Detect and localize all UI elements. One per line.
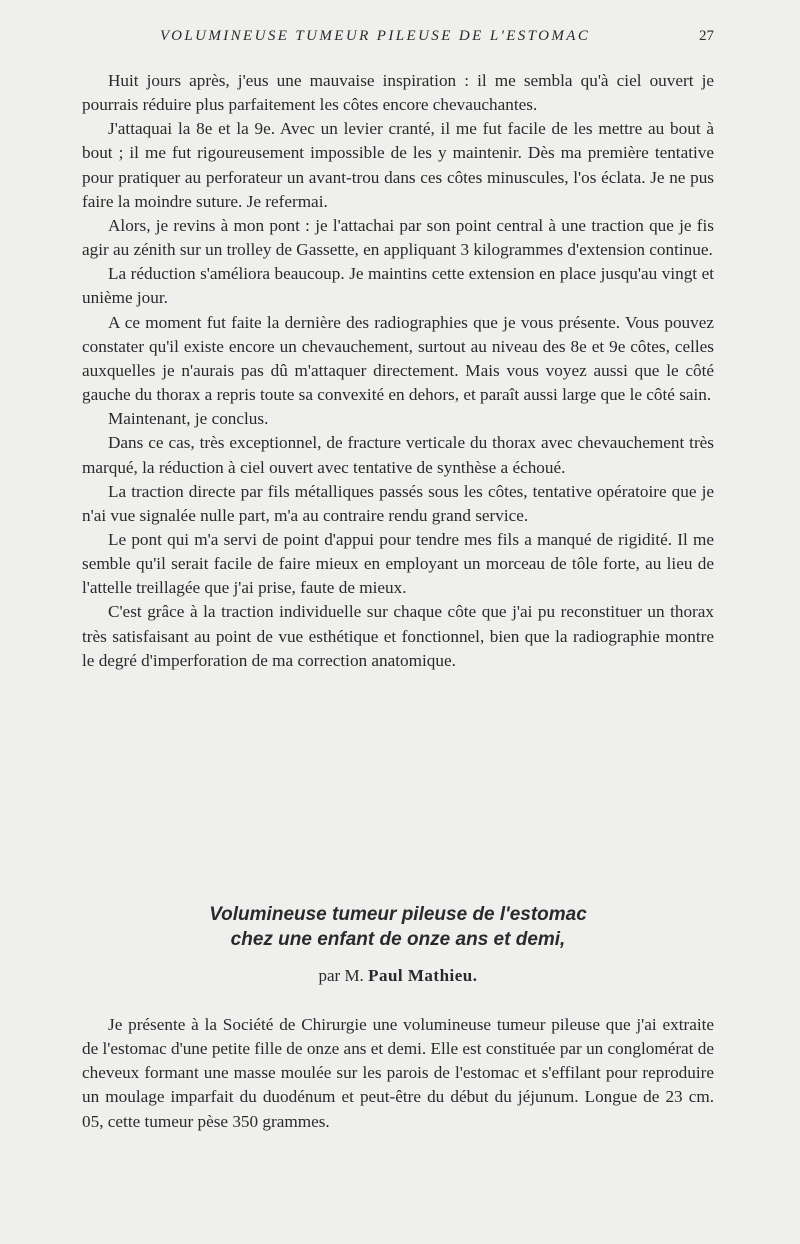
paragraph: A ce moment fut faite la dernière des radiographies que je vous présente. Vous pouvez constater qu'il existe encore un chevauchement, surtout au niveau des 8e et 9e côtes, celles auxquelles je n'aurais pas dû m'attaquer directement. Mais vous voyez aussi que le côté gauche du thorax a repris toute sa convexité en dehors, et paraît aussi large que le côté sain.: [82, 312, 714, 405]
paragraph: Maintenant, je conclus.: [108, 409, 269, 429]
running-head: [80, 28, 714, 50]
paragraph: Huit jours après, j'eus une mauvaise inspiration : il me sembla qu'à ciel ouvert je pourrais réduire plus parfaitement les côtes encore chevauchantes.: [82, 71, 714, 115]
paragraph: C'est grâce à la traction individuelle sur chaque côte que j'ai pu reconstituer un thorax très satisfaisant au point de vue esthétique et fonctionnel, bien que la radiographie montre le degré d'imperforation de ma correction anatomique.: [82, 602, 714, 670]
paragraph: Dans ce cas, très exceptionnel, de fracture verticale du thorax avec chevauchement très marqué, la réduction à ciel ouvert avec tentative de synthèse a échoué.: [82, 433, 714, 477]
previous-article-text: [82, 69, 714, 673]
byline: [82, 966, 714, 986]
article-title-line-1: Volumineuse tumeur pileuse de l'estomac: [209, 904, 587, 925]
article-body: [82, 1013, 714, 1134]
page-number: 27: [699, 28, 714, 44]
article-title-line-2: chez une enfant de onze ans et demi,: [230, 929, 566, 950]
running-title: VOLUMINEUSE TUMEUR PILEUSE DE L'ESTOMAC: [160, 28, 591, 44]
byline-author: Paul Mathieu.: [368, 966, 478, 985]
paragraph: Je présente à la Société de Chirurgie une volumineuse tumeur pileuse que j'ai extraite de l'estomac d'une petite fille de onze ans et demi. Elle est constituée par un conglomérat de cheveux formant une masse moulée sur les parois de l'estomac et s'effilant pour reproduire un moulage imparfait du duodénum et peut-être du début du jéjunum. Longue de 23 cm. 05, cette tumeur pèse 350 grammes.: [82, 1015, 714, 1131]
paragraph: Alors, je revins à mon pont : je l'attachai par son point central à une traction que je fis agir au zénith sur un trolley de Gassette, en appliquant 3 kilogrammes d'extension continue.: [82, 215, 714, 260]
paragraph: La traction directe par fils métalliques passés sous les côtes, tentative opératoire que je n'ai vue signalée nulle part, m'a au contraire rendu grand service.: [82, 481, 714, 525]
byline-prefix: par M.: [318, 966, 364, 985]
paragraph: J'attaquai la 8e et la 9e. Avec un levier cranté, il me fut facile de les mettre au bout à bout ; il me fut rigoureusement impossible de les y maintenir. Dès ma première tentative pour pratiquer au perforateur un avant-trou dans ces côtes minuscules, l'os éclata. Je ne pus faire la moindre suture. Je refermai.: [82, 119, 714, 211]
paragraph: La réduction s'améliora beaucoup. Je maintins cette extension en place jusqu'au vingt et unième jour.: [82, 264, 714, 308]
article-title: [82, 902, 714, 952]
paragraph: Le pont qui m'a servi de point d'appui pour tendre mes fils a manqué de rigidité. Il me semble qu'il serait facile de faire mieux en employant un morceau de tôle forte, au lieu de l'attelle treillagée que j'ai prise, faute de mieux.: [82, 529, 714, 598]
